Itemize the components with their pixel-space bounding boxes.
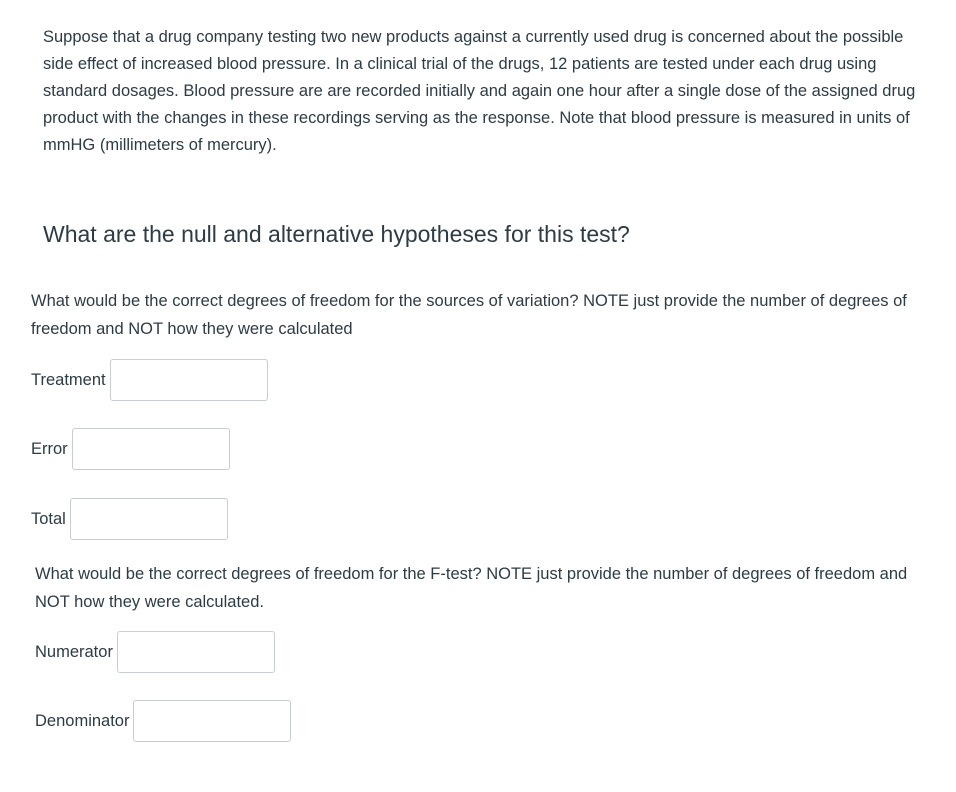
ftest-df-question: What would be the correct degrees of freedom for the F-test? NOTE just provide the number of degrees of freedom and NOT how they were calculated. <box>35 565 908 611</box>
problem-description: Suppose that a drug company testing two new products against a currently used drug is concerned about the possible side effect of increased blood pressure. In a clinical trial of the drugs, 12 patients are tested under each drug using standard dosages. Blood pressure are are recorded initially and again one hour after a single dose of the assigned drug product with the changes in these recordings serving as the response. Note that blood pressure is measured in units of mmHG (millimeters of mercury). <box>43 28 916 154</box>
sources-df-question: What would be the correct degrees of freedom for the sources of variation? NOTE just provide the number of degrees of freedom and NOT how they were calculated <box>31 292 907 338</box>
numerator-df-input[interactable] <box>117 631 275 673</box>
total-df-row <box>31 498 228 540</box>
treatment-label: Treatment <box>31 371 106 389</box>
denominator-label: Denominator <box>35 712 130 730</box>
treatment-df-input[interactable] <box>110 359 268 401</box>
numerator-label: Numerator <box>35 643 113 661</box>
hypotheses-question-heading: What are the null and alternative hypotheses for this test? <box>43 221 630 247</box>
error-label: Error <box>31 440 68 458</box>
total-df-input[interactable] <box>70 498 228 540</box>
error-df-input[interactable] <box>72 428 230 470</box>
denominator-df-row <box>35 700 291 742</box>
treatment-df-row <box>31 359 268 401</box>
denominator-df-input[interactable] <box>133 700 291 742</box>
numerator-df-row <box>35 631 275 673</box>
error-df-row <box>31 428 230 470</box>
total-label: Total <box>31 510 66 528</box>
